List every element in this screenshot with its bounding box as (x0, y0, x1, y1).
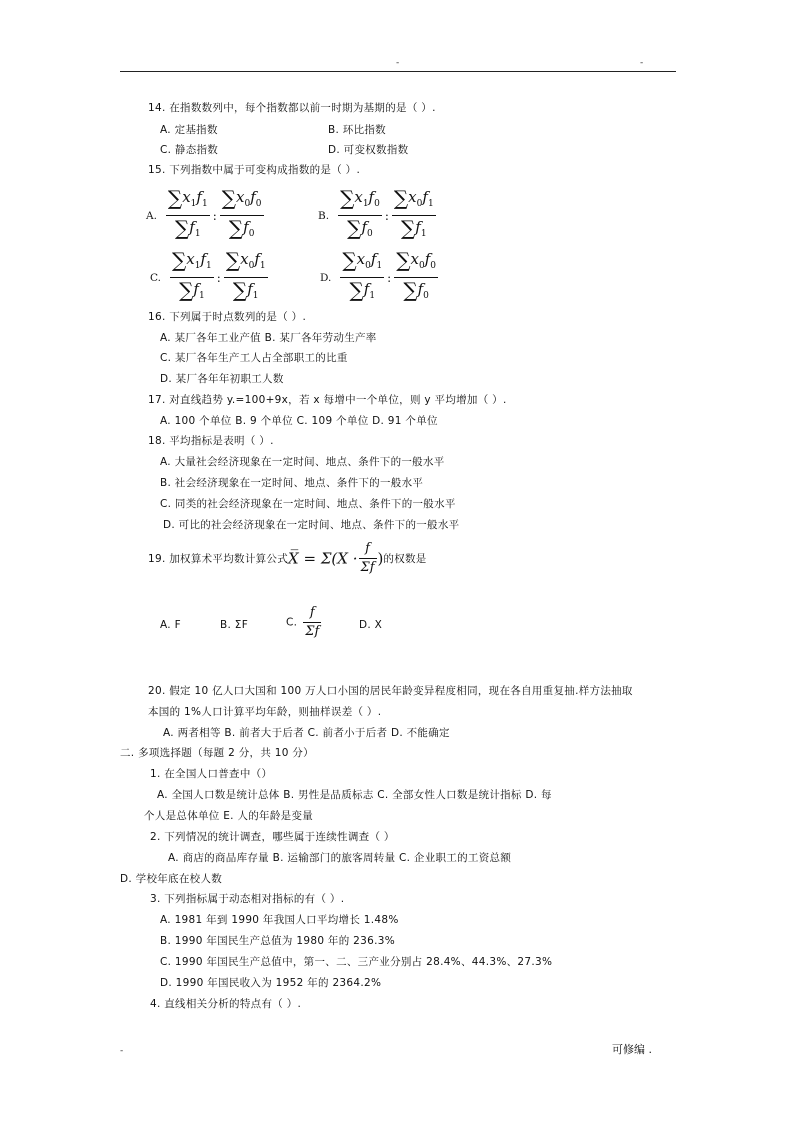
q19-option-a: A. F (160, 619, 181, 631)
m1-stem: 1. 在全国人口普查中（） (150, 768, 273, 780)
m3-stem: 3. 下列指标属于动态相对指标的有（ ）. (150, 893, 345, 905)
q19-option-b: B. ΣF (220, 619, 249, 631)
q19-formula-lhs: X̅ = Σ(X · (288, 549, 358, 568)
header-mark-center: - (396, 58, 400, 68)
header-rule (120, 71, 676, 72)
q18-stem: 18. 平均指标是表明（ ）. (148, 435, 274, 447)
q16-stem: 16. 下列属于时点数列的是（ ）. (148, 311, 307, 323)
m2-stem: 2. 下列情况的统计调查，哪些属于连续性调查（ ） (150, 831, 395, 843)
m2-options-line-1: A. 商店的商品库存量 B. 运输部门的旅客周转量 C. 企业职工的工资总额 (168, 852, 512, 864)
q14-option-c: C. 静态指数 (160, 144, 219, 156)
m3-option-b: B. 1990 年国民生产总值为 1980 年的 236.3% (160, 935, 396, 947)
q18-option-b: B. 社会经济现象在一定时间、地点、条件下的一般水平 (160, 477, 424, 489)
q20-line-1: 20. 假定 10 亿人口大国和 100 万人口小国的居民年龄变异程度相同，现在各自用重复抽.样方法抽取 (148, 685, 633, 697)
m2-options-line-2: D. 学校年底在校人数 (120, 873, 223, 885)
footer-mark-left: - (120, 1046, 124, 1056)
header-mark-right: - (640, 58, 644, 68)
q16-option-d: D. 某厂各年年初职工人数 (160, 373, 284, 385)
q19-formula-fraction: $\frac{f}{\Sigma f}$ (360, 541, 375, 575)
m1-options-line-1: A. 全国人口数是统计总体 B. 男性是品质标志 C. 全部女性人口数是统计指标 D. 每 (157, 789, 552, 801)
q19-option-d: D. X (359, 619, 383, 631)
q15-option-a: A. $\frac{\sum x_1f_1}{\sum f_1}$ : $\frac{\sum x_0f_0}{\sum f_0}$ (146, 186, 262, 240)
m3-option-c: C. 1990 年国民生产总值中，第一、二、三产业分别占 28.4%、44.3%、27.3% (160, 956, 553, 968)
q15-option-c: C. $\frac{\sum x_1f_1}{\sum f_1}$ : $\frac{\sum x_0f_1}{\sum f_1}$ (150, 248, 266, 302)
section-2-title: 二. 多项选择题（每题 2 分，共 10 分） (120, 747, 314, 759)
q14-option-b: B. 环比指数 (328, 124, 386, 136)
m1-options-line-2: 个人是总体单位 E. 人的年龄是变量 (144, 810, 314, 822)
m3-option-d: D. 1990 年国民收入为 1952 年的 2364.2% (160, 977, 382, 989)
m4-stem: 4. 直线相关分析的特点有（ ）. (150, 998, 302, 1010)
q20-line-2: 本国的 1%人口计算平均年龄，则抽样误差（ ）. (148, 706, 382, 718)
q16-option-c: C. 某厂各年生产工人占全部职工的比重 (160, 352, 348, 364)
m3-option-a: A. 1981 年到 1990 年我国人口平均增长 1.48% (160, 914, 399, 926)
q14-option-a: A. 定基指数 (160, 124, 218, 136)
q20-options: A. 两者相等 B. 前者大于后者 C. 前者小于后者 D. 不能确定 (163, 727, 450, 739)
q14-stem: 14. 在指数数列中，每个指数都以前一时期为基期的是（ ）. (148, 102, 436, 114)
q18-option-d: D. 可比的社会经济现象在一定时间、地点、条件下的一般水平 (163, 519, 460, 531)
q18-option-a: A. 大量社会经济现象在一定时间、地点、条件下的一般水平 (160, 456, 445, 468)
q15-option-b: B. $\frac{\sum x_1f_0}{\sum f_0}$ : $\frac{\sum x_0f_1}{\sum f_1}$ (318, 186, 434, 240)
q17-options: A. 100 个单位 B. 9 个单位 C. 109 个单位 D. 91 个单位 (160, 415, 438, 427)
q19-stem: 19. 加权算术平均数计算公式X̅ = Σ(X · $\frac{f}{\Sigma f}$ )的权数是 (148, 541, 427, 575)
q18-option-c: C. 同类的社会经济现象在一定时间、地点、条件下的一般水平 (160, 498, 456, 510)
q19-option-c: C. $\frac{f}{\Sigma f}$ (286, 605, 320, 639)
q14-option-d: D. 可变权数指数 (328, 144, 409, 156)
q15-option-d: D. $\frac{\sum x_0f_1}{\sum f_1}$ : $\frac{\sum x_0f_0}{\sum f_0}$ (320, 248, 436, 302)
q16-options-ab: A. 某厂各年工业产值 B. 某厂各年劳动生产率 (160, 332, 377, 344)
footer-editable-note: 可修编 . (612, 1043, 652, 1056)
q15-stem: 15. 下列指数中属于可变构成指数的是（ ）. (148, 164, 361, 176)
q17-stem: 17. 对直线趋势 y.=100+9x，若 x 每增中一个单位，则 y 平均增加（ ）. (148, 394, 507, 406)
